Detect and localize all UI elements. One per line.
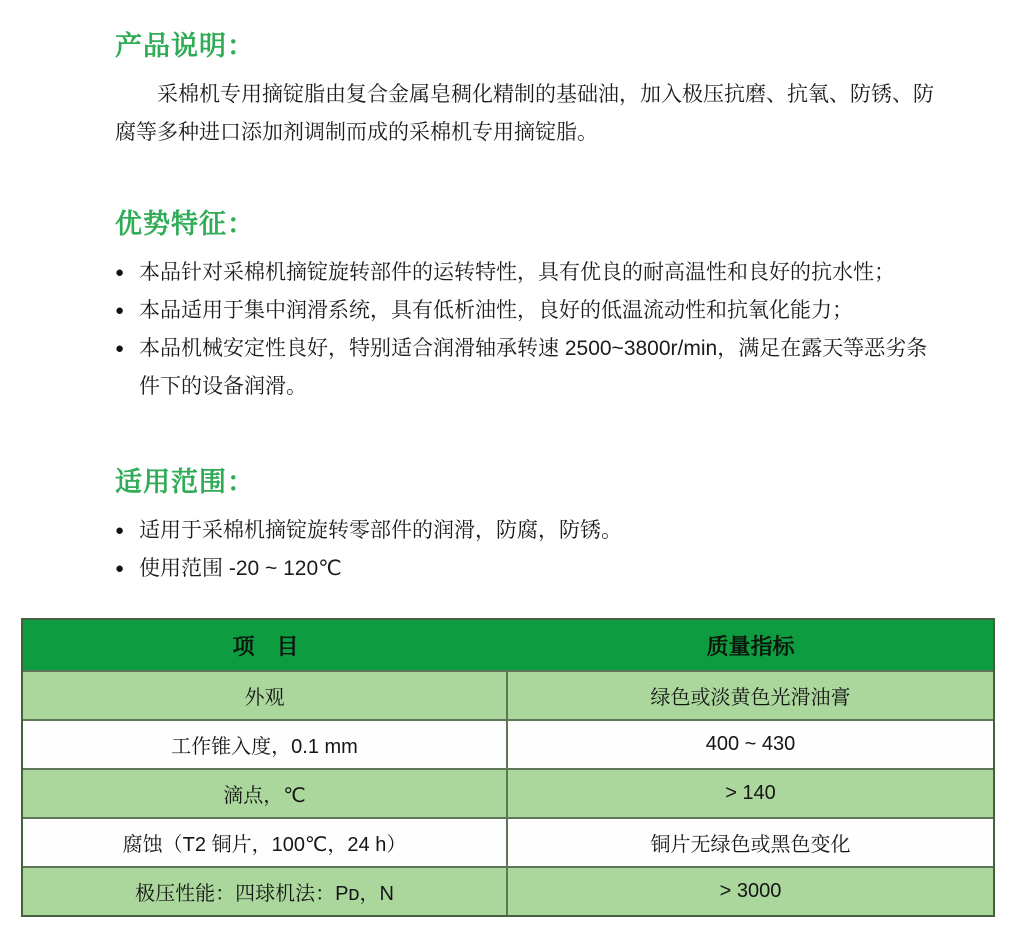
table-row [23, 670, 993, 719]
advantage-features-heading: 优势特征： [115, 209, 255, 239]
bullet-item [115, 512, 936, 550]
spec-table-header-row [23, 620, 993, 670]
section-product-description [0, 30, 1016, 152]
section-applicable-scope [0, 466, 1016, 588]
value-cell: > 3000 [508, 866, 993, 915]
value-cell: 绿色或淡黄色光滑油膏 [508, 670, 993, 719]
item-cell: 极压性能：四球机法：Pᴅ，N [23, 866, 508, 915]
applicable-scope-list [115, 512, 936, 588]
spec-table-header-item: 项 目 [23, 620, 508, 670]
spec-table [21, 618, 995, 917]
bullet-text: 使用范围 -20 ~ 120℃ [139, 557, 342, 580]
value-cell: > 140 [508, 768, 993, 817]
advantage-features-list [115, 254, 936, 406]
item-cell: 腐蚀（T2 铜片，100℃，24 h） [23, 817, 508, 866]
item-cell: 工作锥入度，0.1 mm [23, 719, 508, 768]
bullet-icon: ● [115, 264, 125, 281]
section-advantage-features [0, 208, 1016, 406]
bullet-item [115, 550, 936, 588]
item-cell: 外观 [23, 670, 508, 719]
table-row [23, 866, 993, 915]
bullet-item [115, 292, 936, 330]
value-cell: 400 ~ 430 [508, 719, 993, 768]
table-row [23, 768, 993, 817]
product-description-heading: 产品说明： [115, 31, 255, 61]
bullet-icon: ● [115, 522, 125, 539]
product-description-text: 采棉机专用摘锭脂由复合金属皂稠化精制的基础油，加入极压抗磨、抗氧、防锈、防腐等多种进口添加剂调制而成的采棉机专用摘锭脂。 [115, 83, 934, 144]
table-row [23, 719, 993, 768]
bullet-text: 本品针对采棉机摘锭旋转部件的运转特性，具有优良的耐高温性和良好的抗水性； [139, 261, 895, 284]
bullet-icon: ● [115, 560, 125, 577]
spec-table-header-quality: 质量指标 [508, 620, 993, 670]
bullet-text: 本品机械安定性良好，特别适合润滑轴承转速 2500~3800r/min，满足在露天等恶劣条件下的设备润滑。 [139, 337, 928, 398]
item-cell: 滴点，℃ [23, 768, 508, 817]
value-cell: 铜片无绿色或黑色变化 [508, 817, 993, 866]
applicable-scope-heading: 适用范围： [115, 467, 255, 497]
table-row [23, 817, 993, 866]
bullet-item [115, 330, 936, 406]
bullet-item [115, 254, 936, 292]
bullet-text: 本品适用于集中润滑系统，具有低析油性，良好的低温流动性和抗氧化能力； [139, 299, 853, 322]
bullet-text: 适用于采棉机摘锭旋转零部件的润滑，防腐，防锈。 [139, 519, 622, 542]
bullet-icon: ● [115, 340, 125, 357]
bullet-icon: ● [115, 302, 125, 319]
